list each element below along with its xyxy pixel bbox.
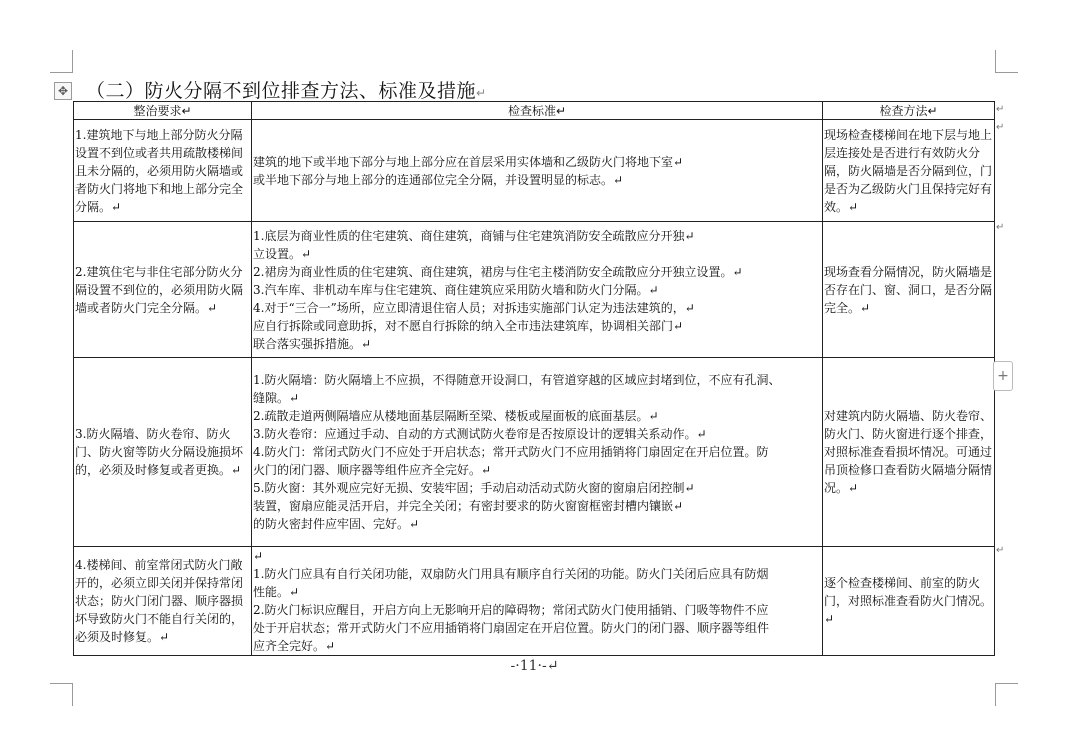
header-requirement: 整治要求↵: [74, 102, 252, 120]
crop-mark-top-left: [50, 50, 73, 73]
standard-line: 3.汽车库、非机动车库与住宅建筑、商住建筑应采用防火墙和防火门分隔。↵: [253, 282, 659, 297]
standard-line: 装置，窗扇应能灵活开启，并完全关闭；有密封要求的防火窗窗框密封槽内镶嵌↵: [253, 499, 684, 513]
requirement-cell[interactable]: [74, 358, 252, 547]
add-row-plus-icon[interactable]: +: [993, 361, 1013, 391]
standard-line: 处于开启状态；常开式防火门不应用插销将门扇固定在开启位置。防火门的闭门器、顺序器等组件: [253, 621, 770, 635]
table-header-row: [74, 102, 995, 120]
standard-line: 1.防火门应具有自行关闭功能，双扇防火门用具有顺序自行关闭的功能。防火门关闭后应具有防烟: [253, 567, 769, 581]
method-text: 对建筑内防火隔墙、防火卷帘、防火门、防火窗进行逐个排查，对照标准查看损坏情况。可通过吊顶检修口查看防火隔墙分隔情况。↵: [824, 409, 993, 495]
method-cell[interactable]: [823, 120, 995, 222]
requirement-text: 2.建筑住宅与非住宅部分防火分隔设置不到位的，必须用防火隔墙或者防火门完全分隔。↵: [75, 264, 244, 315]
standard-cell[interactable]: [252, 358, 823, 547]
table-row: [74, 222, 995, 358]
standard-line: 5.防火窗：其外观应完好无损、安装牢固；手动启动活动式防火窗的窗扇启闭控制↵: [253, 481, 695, 495]
standard-line: 3.防火卷帘：应通过手动、自动的方式测试防火卷帘是否按原设计的逻辑关系动作。↵: [253, 427, 707, 441]
standard-line: 4.对于“三合一”场所，应立即清退住宿人员；对拆违实施部门认定为违法建筑的，↵: [253, 300, 695, 315]
standard-line: 1.防火隔墙：防火隔墙上不应损，不得随意开设洞口，有管道穿越的区域应封堵到位，不应有孔洞、: [253, 373, 781, 387]
standard-cell[interactable]: [252, 120, 823, 222]
crop-mark-bottom-left: [50, 683, 73, 706]
method-text: 现场查看分隔情况，防火隔墙是否存在门、窗、洞口，是否分隔完全。↵: [824, 264, 993, 315]
method-cell[interactable]: [823, 547, 995, 656]
header-standard: 检查标准↵: [252, 102, 823, 120]
standard-line: 应自行拆除或同意助拆，对不愿自行拆除的纳入全市违法建筑库，协调相关部门↵: [253, 318, 684, 333]
crop-mark-top-right: [995, 50, 1018, 73]
standard-line: 或半地下部分与地上部分的连通部位完全分隔，并设置明显的标志。↵: [253, 172, 624, 187]
standard-line: 火门的闭门器、顺序器等组件应齐全完好。↵: [253, 463, 492, 477]
standard-line: 立设置。↵: [253, 246, 312, 261]
table-row: [74, 358, 995, 547]
table-move-handle-icon[interactable]: ✥: [54, 82, 72, 100]
requirement-text: 3.防火隔墙、防火卷帘、防火门、防火窗等防火分隔设施损坏的，必须及时修复或者更换。↵: [75, 427, 244, 477]
page-number: -·11·-↵: [510, 658, 559, 674]
requirement-cell[interactable]: [74, 120, 252, 222]
row-end-mark-icon: ↵: [996, 222, 1005, 233]
section-heading-text: （二）防火分隔不到位排查方法、标准及措施: [86, 80, 477, 102]
standard-line: 2.裙房为商业性质的住宅建筑、商住建筑，裙房与住宅主楼消防安全疏散应分开独立设置。↵: [253, 264, 743, 279]
method-text: 逐个检查楼梯间、前室的防火门，对照标准查看防火门情况。↵: [824, 576, 993, 626]
method-text: 现场检查楼梯间在地下层与地上层连接处是否进行有效防火分隔，防火隔墙是否分隔到位，门是否为乙级防火门且保持完好有效。↵: [824, 127, 993, 214]
standard-cell[interactable]: [252, 222, 823, 358]
row-end-mark-icon: ↵: [996, 122, 1005, 133]
standard-line: 1.底层为商业性质的住宅建筑、商住建筑，商铺与住宅建筑消防安全疏散应分开独↵: [253, 228, 695, 243]
standard-line: 2.疏散走道两侧隔墙应从楼地面基层隔断至梁、楼板或屋面板的底面基层。↵: [253, 409, 659, 423]
standard-line: 缝隙。↵: [253, 391, 300, 405]
row-end-mark-icon: ↵: [996, 104, 1005, 115]
standard-line: 2.防火门标识应醒目，开启方向上无影响开启的障碍物；常闭式防火门使用插销、门吸等物件不应: [253, 603, 769, 617]
requirement-cell[interactable]: [74, 222, 252, 358]
standard-line: 性能。↵: [253, 585, 300, 599]
crop-mark-bottom-right: [995, 683, 1018, 706]
header-method: 检查方法↵: [823, 102, 995, 120]
standard-cell[interactable]: [252, 547, 823, 656]
table-row: [74, 547, 995, 656]
method-cell[interactable]: [823, 358, 995, 547]
paragraph-mark-icon: ↵: [476, 86, 487, 100]
row-end-mark-icon: ↵: [996, 545, 1005, 556]
standard-line: 的防火密封件应牢固、完好。↵: [253, 517, 420, 531]
inspection-table: [73, 101, 995, 656]
standard-line: 建筑的地下或半地下部分与地上部分应在首层采用实体墙和乙级防火门将地下室↵: [253, 154, 684, 169]
requirement-text: 1.建筑地下与地上部分防火分隔设置不到位或者共用疏散楼梯间且未分隔的，必须用防火隔墙或者防火门将地下和地上部分完全分隔。↵: [75, 127, 244, 214]
standard-line: 联合落实强拆措施。↵: [253, 336, 372, 351]
standard-line: 4.防火门：常闭式防火门不应处于开启状态；常开式防火门不应用插销将门扇固定在开启位置。防: [253, 445, 769, 459]
requirement-cell[interactable]: [74, 547, 252, 656]
method-cell[interactable]: [823, 222, 995, 358]
requirement-text: 4.楼梯间、前室常闭式防火门敞开的，必须立即关闭并保持常闭状态；防火门闭门器、顺序器损坏导致防火门不能自行关闭的，必须及时修复。↵: [75, 558, 244, 644]
standard-line: ↵: [253, 549, 264, 563]
table-row: [74, 120, 995, 222]
standard-line: 应齐全完好。↵: [253, 639, 336, 653]
section-heading: [86, 76, 487, 103]
